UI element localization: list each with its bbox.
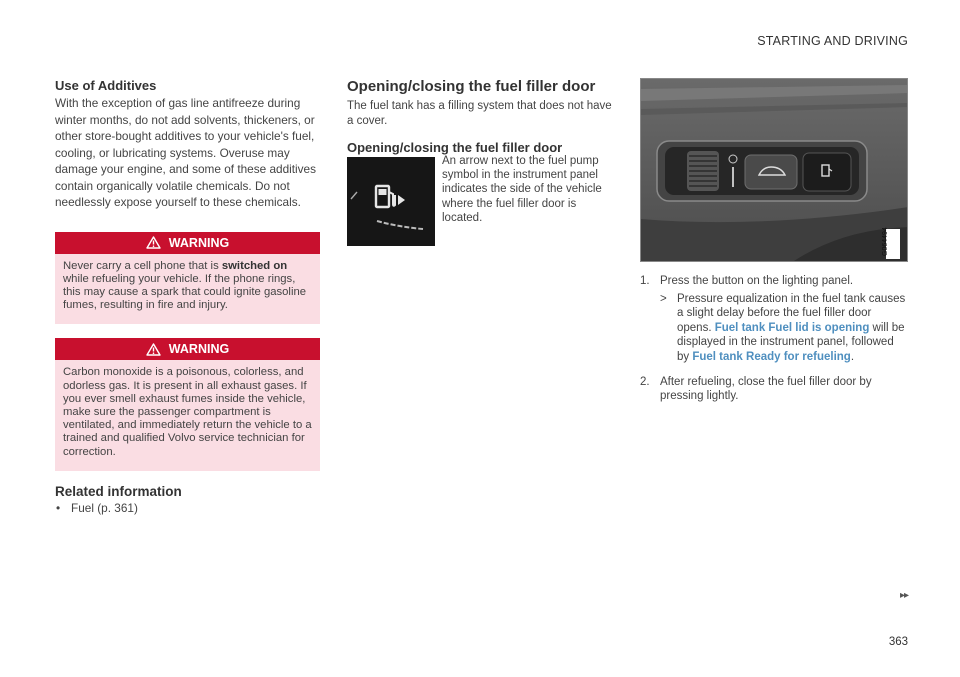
related-link[interactable]: Fuel (p. 361): [71, 500, 138, 515]
step-number: 2.: [640, 375, 650, 388]
step-item: [640, 375, 908, 404]
message-fuel-lid-opening: Fuel tank Fuel lid is opening: [714, 321, 870, 334]
photo-code-label: G064494: [882, 227, 889, 256]
warning-text: Never carry a cell phone that is switched on while refueling your vehicle. If the phone rings, this may cause a spark that could ignite gasoline fumes, resulting in fire and injury.: [63, 259, 307, 312]
warning-header: [55, 232, 320, 254]
warning-triangle-icon: [146, 343, 161, 356]
step-text: After refueling, close the fuel filler door by pressing lightly.: [660, 375, 872, 403]
fuel-door-heading: Opening/closing the fuel filler door: [347, 78, 596, 95]
step-text: Press the button on the lighting panel.: [660, 275, 854, 287]
fuel-pump-gauge-icon: [347, 157, 435, 246]
instruction-steps: [640, 274, 908, 404]
step-number: 1.: [640, 275, 650, 287]
additives-heading: Use of Additives: [55, 78, 157, 93]
section-header: STARTING AND DRIVING: [757, 34, 908, 48]
step-result: [660, 292, 908, 365]
result-marker: >: [660, 292, 667, 305]
fuel-gauge-image: [347, 157, 435, 246]
warning-text: Carbon monoxide is a poisonous, colorless, and odorless gas. It is present in all exhaust gases. If you ever smell exhaust fumes inside the vehicle, make sure the passenger compartment is ventilated, and immediately return the vehicle to a trained and qualified Volvo service technician for correction.: [63, 366, 312, 458]
additives-text: With the exception of gas line antifreeze during winter months, do not add solvents, thickeners, or other store-bought additives to your vehicle's fuel, cooling, or lubricating systems. Overuse may damage your engine, and some of these additives contain organically volatile chemicals. Do not needlessly expose yourself to these chemicals.: [55, 96, 317, 209]
left-column: [55, 78, 320, 515]
page-number: 363: [888, 636, 908, 648]
message-ready-for-refueling: Fuel tank Ready for refueling: [692, 350, 851, 363]
result-text: Pressure equalization in the fuel tank causes a slight delay before the fuel filler door opens. Fuel tank Fuel lid is opening will be displayed in the instrument panel, followed by Fuel tank Ready for refueling.: [677, 292, 906, 363]
bullet: •: [56, 500, 61, 515]
middle-column: [347, 78, 613, 246]
lighting-panel-illustration: [641, 79, 908, 262]
lighting-panel-photo: [640, 78, 908, 262]
warning-triangle-icon: [146, 236, 161, 249]
fuel-door-subheading: Opening/closing the fuel filler door: [347, 140, 563, 155]
warning-box-carbon-monoxide: [55, 338, 320, 470]
related-list-item[interactable]: [55, 501, 320, 515]
warning-label: WARNING: [168, 342, 230, 357]
warning-label: WARNING: [168, 235, 230, 250]
warning-box-phone: [55, 232, 320, 325]
related-info-heading: Related information: [55, 483, 182, 499]
step-item: [640, 274, 908, 365]
fuel-gauge-caption: An arrow next to the fuel pump symbol in the instrument panel indicates the side of the vehicle where the fuel filler door is located.: [442, 155, 602, 224]
next-page-arrow-icon[interactable]: ▸▸: [899, 590, 908, 601]
fuel-door-intro: The fuel tank has a filling system that does not have a cover.: [347, 100, 612, 127]
warning-header: [55, 338, 320, 360]
fuel-gauge-figure: [347, 157, 613, 246]
right-column: [640, 78, 908, 414]
